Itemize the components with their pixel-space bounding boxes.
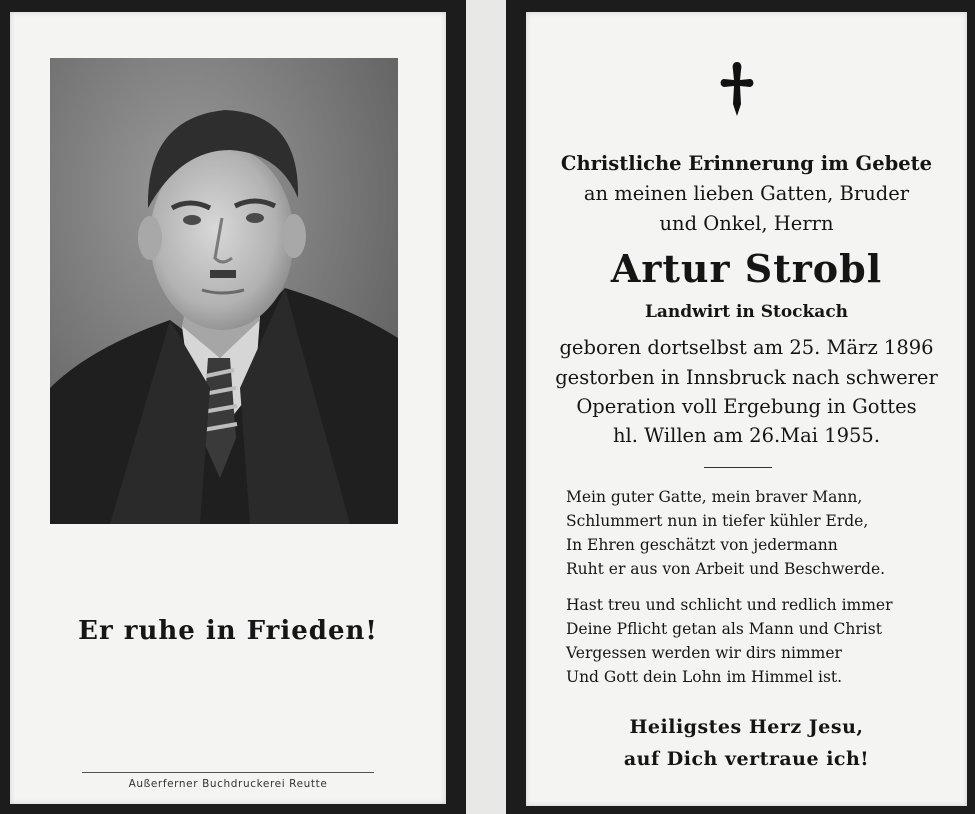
detail-line-1: geboren dortselbst am 25. März 1896: [559, 336, 934, 359]
right-card: [526, 12, 967, 806]
left-card: [10, 12, 446, 804]
separator-rule: [704, 467, 772, 468]
prayer-line-1: Heiligstes Herz Jesu,: [629, 716, 864, 738]
deceased-name: Artur Strobl: [610, 246, 883, 291]
prayer-line-2: auf Dich vertraue ich!: [623, 748, 870, 770]
verse1-line-2: Schlummert nun in tiefer kühler Erde,: [566, 512, 869, 530]
detail-line-3: Operation voll Ergebung in Gottes: [576, 395, 917, 418]
card-fold-gap: [466, 0, 506, 814]
portrait-photo: [50, 58, 398, 524]
occupation: Landwirt in Stockach: [644, 302, 849, 322]
detail-line-4: hl. Willen am 26.Mai 1955.: [612, 424, 881, 447]
printer-divider: [82, 772, 374, 773]
verse2-line-3: Vergessen werden wir dirs nimmer: [566, 644, 842, 662]
verse1-line-3: In Ehren geschätzt von jedermann: [566, 536, 838, 554]
cross-icon: [720, 60, 754, 118]
verse2-line-2: Deine Pflicht getan als Mann und Christ: [566, 620, 882, 638]
header-line-1: Christliche Erinnerung im Gebete: [560, 152, 933, 175]
rest-in-peace-text: Er ruhe in Frieden!: [78, 616, 378, 646]
header-line-2: an meinen lieben Gatten, Bruder: [583, 182, 910, 205]
verse1-line-4: Ruht er aus von Arbeit und Beschwerde.: [566, 560, 886, 578]
printer-imprint: Außerferner Buchdruckerei Reutte: [128, 778, 328, 790]
detail-line-2: gestorben in Innsbruck nach schwerer: [555, 366, 938, 389]
header-line-3: und Onkel, Herrn: [659, 212, 834, 235]
verse2-line-4: Und Gott dein Lohn im Himmel ist.: [566, 668, 843, 686]
verse2-line-1: Hast treu und schlicht und redlich immer: [566, 596, 893, 614]
verse1-line-1: Mein guter Gatte, mein braver Mann,: [566, 488, 863, 506]
